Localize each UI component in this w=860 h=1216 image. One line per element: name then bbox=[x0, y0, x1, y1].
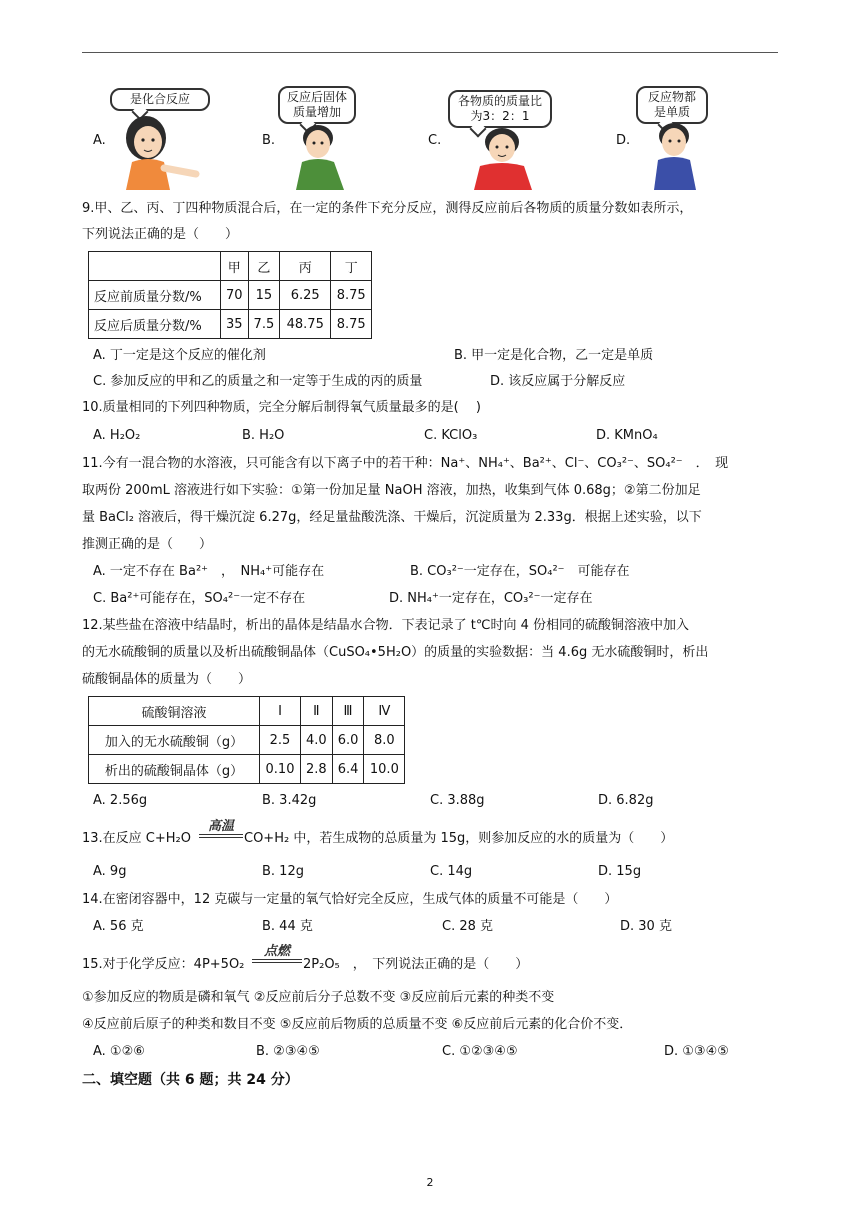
table-cell: 48.75 bbox=[280, 310, 331, 339]
table-cell: 2.8 bbox=[301, 755, 333, 784]
table-row bbox=[89, 252, 372, 281]
table-row bbox=[89, 755, 405, 784]
table-cell: 反应后质量分数/% bbox=[89, 310, 221, 339]
q13-condition: 高温 bbox=[207, 819, 234, 834]
q11-option-b: B. CO₃²⁻一定存在，SO₄²⁻ 可能存在 bbox=[410, 564, 630, 579]
q9-option-a: A. 丁一定是这个反应的催化剂 bbox=[93, 348, 266, 363]
q9-option-c: C. 参加反应的甲和乙的质量之和一定等于生成的丙的质量 bbox=[93, 374, 423, 389]
q11-line1: 11.今有一混合物的水溶液，只可能含有以下离子中的若干种：Na⁺、NH₄⁺、Ba²⁺、Cl⁻、CO₃²⁻、SO₄²⁻ ． 现 bbox=[82, 456, 729, 471]
table-row bbox=[89, 281, 372, 310]
boy-green-figure-icon bbox=[288, 122, 358, 190]
table-cell: 0.10 bbox=[260, 755, 301, 784]
q15-option-b: B. ②③④⑤ bbox=[256, 1044, 320, 1059]
q12-option-d: D. 6.82g bbox=[598, 793, 654, 808]
header-rule bbox=[82, 52, 778, 53]
q13-option-d: D. 15g bbox=[598, 864, 642, 879]
q15-reaction-arrow bbox=[252, 945, 302, 963]
table-header-cell: Ⅲ bbox=[332, 697, 364, 726]
q13-stem-pre: 13.在反应 C+H₂O bbox=[82, 831, 191, 846]
q8-option-a-label: A. bbox=[93, 133, 106, 148]
table-cell: 15 bbox=[248, 281, 280, 310]
q15-statements-line1: ①参加反应的物质是磷和氧气 ②反应前后分子总数不变 ③反应前后元素的种类不变 bbox=[82, 990, 555, 1005]
table-header-cell: 丙 bbox=[280, 252, 331, 281]
table-row bbox=[89, 726, 405, 755]
q14-option-c: C. 28 克 bbox=[442, 919, 494, 934]
table-cell: 7.5 bbox=[248, 310, 280, 339]
q13-option-b: B. 12g bbox=[262, 864, 304, 879]
page-number: 2 bbox=[426, 1176, 434, 1189]
q12-table bbox=[88, 696, 405, 784]
q15-option-a: A. ①②⑥ bbox=[93, 1044, 145, 1059]
q15-statements-line2: ④反应前后原子的种类和数目不变 ⑤反应前后物质的总质量不变 ⑥反应前后元素的化合价不变． bbox=[82, 1017, 633, 1032]
table-header-cell: 丁 bbox=[331, 252, 372, 281]
section-heading: 二、填空题（共 6 题；共 24 分） bbox=[82, 1072, 299, 1088]
boy-blue-figure-icon bbox=[646, 120, 706, 190]
table-header-cell: Ⅰ bbox=[260, 697, 301, 726]
table-cell: 8.75 bbox=[331, 281, 372, 310]
q12-line2: 的无水硫酸铜的质量以及析出硫酸铜晶体（CuSO₄•5H₂O）的质量的实验数据：当 4.6g 无水硫酸铜时，析出 bbox=[82, 645, 709, 660]
speech-bubble-c: 各物质的质量比为3：2：1 bbox=[448, 90, 552, 128]
q10-option-c: C. KClO₃ bbox=[424, 428, 478, 443]
speech-bubble-d: 反应物都是单质 bbox=[636, 86, 708, 124]
table-row bbox=[89, 697, 405, 726]
q11-line4: 推测正确的是（ ） bbox=[82, 537, 213, 552]
table-cell: 35 bbox=[221, 310, 249, 339]
q15-option-d: D. ①③④⑤ bbox=[664, 1044, 729, 1059]
equals-sign-icon bbox=[199, 834, 243, 838]
table-cell: 加入的无水硫酸铜（g） bbox=[89, 726, 260, 755]
table-cell: 2.5 bbox=[260, 726, 301, 755]
q15-option-c: C. ①②③④⑤ bbox=[442, 1044, 518, 1059]
q15-stem-post: 2P₂O₅ ， 下列说法正确的是（ ） bbox=[303, 957, 529, 972]
table-cell: 4.0 bbox=[301, 726, 333, 755]
q9-option-d: D. 该反应属于分解反应 bbox=[490, 374, 626, 389]
table-header-cell: 乙 bbox=[248, 252, 280, 281]
q10-option-a: A. H₂O₂ bbox=[93, 428, 141, 443]
table-header-cell: Ⅱ bbox=[301, 697, 333, 726]
q12-option-c: C. 3.88g bbox=[430, 793, 485, 808]
table-header-cell: 硫酸铜溶液 bbox=[89, 697, 260, 726]
q11-line3: 量 BaCl₂ 溶液后，得干燥沉淀 6.27g，经足量盐酸洗涤、干燥后，沉淀质量为 2.33g．根据上述实验，以下 bbox=[82, 510, 702, 525]
q9-option-b: B. 甲一定是化合物，乙一定是单质 bbox=[454, 348, 654, 363]
table-row bbox=[89, 310, 372, 339]
q8-option-d-label: D. bbox=[616, 133, 631, 148]
table-header-cell: Ⅳ bbox=[364, 697, 405, 726]
table-cell: 6.4 bbox=[332, 755, 364, 784]
speech-bubble-a: 是化合反应 bbox=[110, 88, 210, 111]
table-cell: 8.75 bbox=[331, 310, 372, 339]
girl-figure-icon bbox=[112, 112, 202, 190]
q11-option-c: C. Ba²⁺可能存在，SO₄²⁻一定不存在 bbox=[93, 591, 306, 606]
q13-stem-post: CO+H₂ 中，若生成物的总质量为 15g，则参加反应的水的质量为（ ） bbox=[244, 831, 674, 846]
q10-option-b: B. H₂O bbox=[242, 428, 285, 443]
q15-condition: 点燃 bbox=[263, 944, 290, 959]
boy-red-figure-icon bbox=[468, 126, 540, 190]
table-cell: 析出的硫酸铜晶体（g） bbox=[89, 755, 260, 784]
q15-stem-pre: 15.对于化学反应：4P+5O₂ bbox=[82, 957, 245, 972]
q14-option-b: B. 44 克 bbox=[262, 919, 313, 934]
q8-option-b-label: B. bbox=[262, 133, 276, 148]
table-header-cell: 甲 bbox=[221, 252, 249, 281]
q8-option-c-label: C. bbox=[428, 133, 442, 148]
q10-option-d: D. KMnO₄ bbox=[596, 428, 658, 443]
table-cell: 6.25 bbox=[280, 281, 331, 310]
q10-stem: 10.质量相同的下列四种物质，完全分解后制得氧气质量最多的是( ) bbox=[82, 400, 481, 415]
q9-table bbox=[88, 251, 372, 339]
equals-sign-icon bbox=[252, 959, 302, 963]
q14-option-a: A. 56 克 bbox=[93, 919, 144, 934]
q14-option-d: D. 30 克 bbox=[620, 919, 672, 934]
table-cell: 反应前质量分数/% bbox=[89, 281, 221, 310]
table-header-cell bbox=[89, 252, 221, 281]
q11-option-a: A. 一定不存在 Ba²⁺ ， NH₄⁺可能存在 bbox=[93, 564, 325, 579]
q12-option-a: A. 2.56g bbox=[93, 793, 148, 808]
q14-stem: 14.在密闭容器中，12 克碳与一定量的氧气恰好完全反应，生成气体的质量不可能是（ ） bbox=[82, 892, 618, 907]
table-cell: 10.0 bbox=[364, 755, 405, 784]
q9-stem-line1: 9.甲、乙、丙、丁四种物质混合后，在一定的条件下充分反应，测得反应前后各物质的质量分数如表所示， bbox=[82, 201, 693, 216]
q12-option-b: B. 3.42g bbox=[262, 793, 317, 808]
q13-option-a: A. 9g bbox=[93, 864, 127, 879]
q11-line2: 取两份 200mL 溶液进行如下实验：①第一份加足量 NaOH 溶液，加热，收集到气体 0.68g；②第二份加足 bbox=[82, 483, 701, 498]
q11-option-d: D. NH₄⁺一定存在，CO₃²⁻一定存在 bbox=[389, 591, 593, 606]
speech-bubble-b: 反应后固体质量增加 bbox=[278, 86, 356, 124]
q12-line3: 硫酸铜晶体的质量为（ ） bbox=[82, 672, 252, 687]
q13-reaction-arrow bbox=[199, 820, 243, 838]
table-cell: 70 bbox=[221, 281, 249, 310]
q12-line1: 12.某些盐在溶液中结晶时，析出的晶体是结晶水合物．下表记录了 t℃时向 4 份相同的硫酸铜溶液中加入 bbox=[82, 618, 690, 633]
q13-option-c: C. 14g bbox=[430, 864, 473, 879]
table-cell: 8.0 bbox=[364, 726, 405, 755]
q9-stem-line2: 下列说法正确的是（ ） bbox=[82, 227, 239, 242]
table-cell: 6.0 bbox=[332, 726, 364, 755]
